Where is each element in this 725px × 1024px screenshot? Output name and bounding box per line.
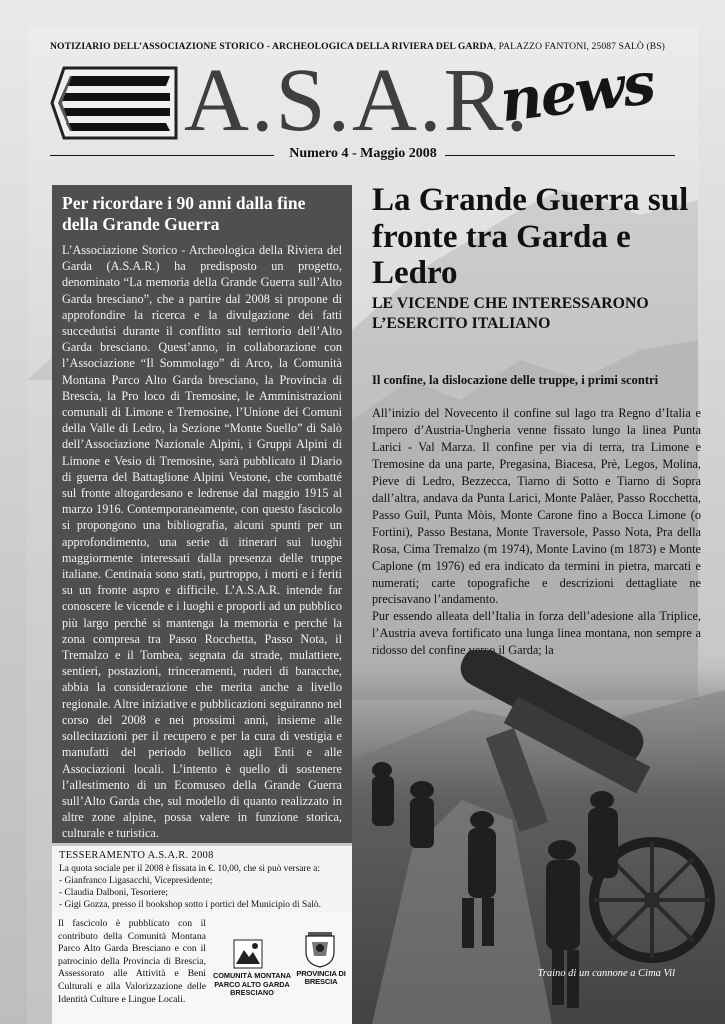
sidebar-body: L’Associazione Storico - Archeologica della Riviera del Garda (A.S.A.R.) ha predisposto un progetto, denominato “La memoria della Grande Guerra sull’Alto Garda bresciano”, che a partire dal 2008 si propone di approfondire la ricerca e la divulgazione dei fatti succedutisi durante il conflitto sul territorio dell’Alto Garda bresciano. Quest’anno, in collaborazione con l’Associazione “Il Sommolago” di Arco, la Comunità Montana Parco Alto Garda bresciano, la Provincia di Brescia, la Pro loco di Tremosine, le Amministrazioni comunali di Limone e Tremosine, l’Unione dei Comuni della Valle di Ledro, la Sezione “Monte Suello” di Salò dell’Associazione Nazionale Alpini, i Gruppi Alpini di Limone e Vesio di Tremosine, sarà pubblicato il Diario di guerra del Battaglione Alpini Vestone, che combatté sul fronte altogardesano e ledrense dal maggio 1915 al marzo 1916. Contemporaneamente, con questo fascicolo si propongono una bibliografia, alcuni spunti per un approfondimento, una serie di itinerari sui luoghi maggiormente interessati dalla presenza delle truppe italiane. Centinaia sono stati, purtroppo, i morti e i feriti su un fronte aspro e difficile. L’A.S.A.R. intende far conoscere le vicende e i luoghi e proporli ad un pubblico più largo perché si mantenga la memoria e perché la zona compresa tra Passo Rocchetta, Passo Nota, il Tremalzo e il Tombea, segnata da strade, mulattiere, sentieri, postazioni, trinceramenti, ruderi di baracche, abbia la considerazione che merita anche a livello regionale. Altre iniziative e pubblicazioni seguiranno nel corso del 2008 e nei prossimi anni, insieme alle sollecitazioni per il recupero e per la cura di vestigia e manufatti del periodo bellico agli Enti e alle Associazioni locali. L’intento è quello di sostenere l’allestimento di un Ecomuseo della Grande Guerra sull’Alto Garda che, sul modello di quanto realizzato in altre zone alpine, possa valere in funzione storica, culturale e turistica.: [62, 243, 342, 841]
membership-intro: La quota sociale per il 2008 è fissata in €. 10,00, che si può versare a:: [59, 864, 320, 874]
editorial-sidebar: [52, 185, 352, 843]
section-heading: Il confine, la dislocazione delle truppe, i primi scontri: [372, 373, 659, 387]
list-item: - Gigi Gozza, presso il bookshop sotto i portici del Municipio di Salò.: [59, 900, 321, 910]
article-paragraph-2: Pur essendo alleata dell’Italia in forza dell’adesione alla Triplice, l’Austria aveva fortificato una lunga linea montana, non sempre a: [372, 609, 701, 641]
article-title: La Grande Guerra sul fronte tra Garda e Ledro: [372, 182, 689, 291]
article-subtitle: LE VICENDE CHE INTERESSARONO L’ESERCITO ITALIANO: [372, 295, 649, 332]
provincia-coat-of-arms-icon: [302, 926, 338, 968]
comunita-montana-logo-icon: [232, 938, 264, 974]
provincia-label: PROVINCIA DI BRESCIA: [296, 969, 346, 987]
comunita-montana-label: COMUNITÀ MONTANA PARCO ALTO GARDA BRESCIANO: [212, 971, 292, 998]
org-address: , PALAZZO FANTONI, 25087 SALÒ (BS): [493, 41, 665, 52]
asar-emblem-logo: [50, 66, 180, 140]
issue-rule-left: [50, 155, 274, 156]
list-item: - Gianfranco Ligasacchi, Vicepresidente;: [59, 876, 213, 886]
article-body: [372, 405, 701, 659]
membership-list: [59, 875, 345, 911]
sidebar-title: Per ricordare i 90 anni dalla fine della Grande Guerra: [62, 193, 306, 234]
news-script-logo: news: [496, 48, 658, 136]
list-item: - Claudia Dalboni, Tesoriere;: [59, 888, 169, 898]
credits-box: [52, 912, 352, 1024]
issue-rule-right: [445, 155, 675, 156]
asar-logo-text: A.S.A.R.: [184, 51, 531, 150]
issue-number: Numero 4 - Maggio 2008: [289, 146, 437, 161]
photo-caption: Traino di un cannone a Cima Vil: [537, 968, 675, 979]
org-name: NOTIZIARIO DELL’ASSOCIAZIONE STORICO - ARCHEOLOGICA DELLA RIVIERA DEL GARDA: [50, 41, 494, 52]
membership-box: [52, 846, 352, 912]
article-paragraph-1: All’inizio del Novecento il confine sul lago tra Regno d’Italia e Impero d’Austria-Ungheria venne fissato lungo la linea Punta Larici - Val Marza. Il confine per via di terra, tra Limone e Tremosine da una parte, Pregasina, Biacesa, Prè, Legos, Molina, Pieve di Ledro, Bezzecca, Tiarno di Sotto e Tiarno di Sopra dall’altra, andava da Punta Larici, Monte Palàer, Passo Rocchetta, Passo Guìl, Punta Mòis, Monte Carone fino a Bocca Limone (o Fortini), Passo Bestana, Monte Traversole, Passo Nota, Pra della Rosa, Cima Tremalzo (m 1974), Monte Lavino (m 1873) e Monte Caplone (m 1976) ed era indicato da termini in pietra, marcati e numerati; carte topografiche e descrizioni dettagliate ne precisavano l’andamento.: [372, 406, 701, 607]
membership-title: TESSERAMENTO A.S.A.R. 2008: [59, 850, 214, 861]
credits-text: Il fascicolo è pubblicato con il contributo della Comunità Montana Parco Alto Garda Bresciano e con il patrocinio della Provincia di Brescia, Assessorato alle Attività e Beni Culturali e alla Valorizzazione delle Identità Culture e Lingue Locali.: [58, 918, 206, 1005]
issue-row: [50, 146, 675, 166]
